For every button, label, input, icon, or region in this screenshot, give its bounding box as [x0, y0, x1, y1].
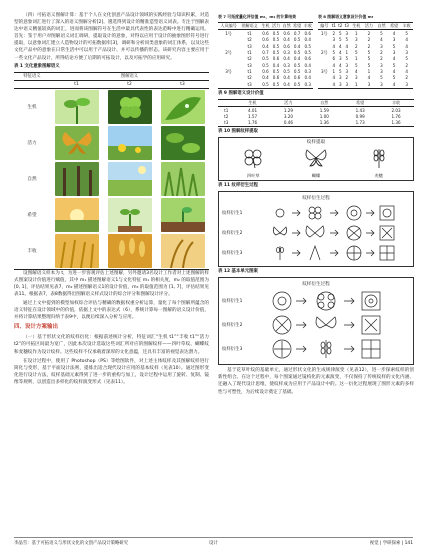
- table-cell: 5: [392, 75, 396, 81]
- table-7: [218, 22, 313, 89]
- table-cell: 2.03: [391, 107, 401, 113]
- table-cell: 4: [392, 69, 396, 75]
- table-cell: 0.5: [272, 43, 280, 49]
- table-cell: 4: [345, 43, 349, 49]
- table-cell: 0.5: [272, 30, 280, 36]
- footer-left: 李晶雪：基于可拓语义与形状文化的文创产品设计策略研究: [14, 541, 129, 546]
- table-cell: 0.5: [262, 56, 269, 62]
- butterfly-photo: [55, 126, 99, 160]
- table-7-block: [218, 12, 313, 89]
- table-cell: 0.5: [293, 69, 301, 75]
- table-9-caption: 表 9 图解语义设计价值: [218, 90, 264, 96]
- table-cell: 3号: [225, 69, 232, 75]
- table-cell: 5: [355, 62, 358, 68]
- table-row: [14, 197, 209, 233]
- table-cell: 4: [332, 62, 336, 68]
- table-cell: 2号: [320, 49, 328, 55]
- table-header-cell: 丰收: [400, 23, 413, 30]
- table-cell: 0.5: [304, 43, 311, 49]
- table-7-caption: 表 7 可拓度量化评估值 m₁，m₂ 的计算结果: [218, 14, 296, 19]
- table-11-title: 纹样衍生过程: [302, 196, 330, 202]
- four-leaf-clover-outline-icon: [240, 147, 266, 169]
- pattern-label: 蝴蝶: [311, 173, 321, 179]
- table-cell: 2: [405, 75, 408, 81]
- table-header-cell: 自然: [282, 23, 291, 29]
- table-cell: 3: [392, 37, 396, 43]
- table-header-cell: 丰收: [303, 23, 312, 29]
- table-cell: 0.5: [272, 37, 280, 43]
- pattern-row-label: 纹样衍生2: [222, 231, 243, 237]
- table-cell: 3: [380, 43, 383, 49]
- table-cell: 0.6: [262, 69, 269, 75]
- wheat-derivation-icon: [270, 244, 400, 262]
- table-cell: 0.4: [283, 75, 290, 81]
- table-12: [218, 277, 414, 365]
- table-cell: 3: [345, 62, 349, 68]
- intro-paragraph-3: 通过上文中提到的模型加权综合评估与精确的数据权重分析运算，量化了每个图解所蕴含的语义特征在设计领域中的价值，依据上文中的表达式（6），系统计算每一图解的语义设计价值，并将计算结果整理归纳于表9中，以便后续深入分析与应用。: [14, 301, 209, 321]
- pattern-wheat: [366, 147, 392, 179]
- table-cell: 3: [367, 81, 371, 87]
- table-cell: 1: [355, 56, 358, 62]
- page-footer: [14, 537, 413, 546]
- table-row: [14, 161, 209, 197]
- table-header-cell: 希望: [293, 23, 302, 29]
- table-cell: 0.7: [262, 49, 269, 55]
- table-8-block: [318, 12, 413, 89]
- row-label: 自然: [27, 176, 37, 182]
- table-cell: 3: [332, 37, 336, 43]
- table-header-cell: 活力: [271, 23, 281, 29]
- table-cell: 4: [405, 37, 408, 43]
- table-cell: 4: [380, 37, 383, 43]
- table-cell: 0.5: [283, 69, 290, 75]
- table-cell: 3: [380, 81, 383, 87]
- table-cell: 0.4: [293, 56, 301, 62]
- table-cell: 0.5: [272, 69, 280, 75]
- pattern-row-label: 纹样衍生1: [222, 299, 243, 305]
- table-cell: 3: [345, 30, 349, 36]
- table-cell: 5: [345, 56, 349, 62]
- table-row: [318, 81, 413, 88]
- table-cell: 0.99: [355, 113, 365, 119]
- pattern-butterfly: [303, 147, 329, 179]
- row-label: 生机: [27, 104, 37, 110]
- pattern-row: [222, 243, 410, 263]
- table-subheader-t1: t1: [50, 80, 103, 88]
- table-cell: 3.20: [283, 113, 293, 119]
- table-cell: 4: [405, 69, 408, 75]
- table-cell: 3: [380, 62, 383, 68]
- table-cell: 5: [339, 37, 342, 43]
- table-cell: 1.57: [247, 113, 258, 119]
- table-cell: 5: [339, 30, 342, 36]
- table-subheader-t3: t3: [156, 80, 209, 88]
- table-cell: 0.6: [262, 30, 269, 36]
- table-cell: 3: [339, 56, 342, 62]
- table-cell: 4: [367, 75, 371, 81]
- table-cell: t2: [224, 113, 229, 119]
- table-cell: 0.4: [262, 43, 269, 49]
- pattern-row-label: 纹样衍生3: [222, 347, 243, 353]
- table-cell: 0.5: [272, 81, 280, 87]
- table-header-feature: 特征语义: [14, 72, 50, 80]
- table-cell: 0.5: [262, 81, 269, 87]
- table-cell: 3: [405, 49, 408, 55]
- table-cell: 0.4: [304, 62, 311, 68]
- table-cell: 0.4: [293, 43, 301, 49]
- table-cell: 0.6: [304, 30, 311, 36]
- table-cell: 1.29: [283, 107, 293, 113]
- table-cell: 5: [332, 49, 336, 55]
- table-cell: 0.5: [293, 81, 301, 87]
- table-cell: t2: [247, 37, 252, 43]
- left-column: [14, 12, 209, 388]
- footer-center: 设计: [209, 541, 218, 546]
- four-leaf-clover-photo: [108, 90, 152, 124]
- table-cell: 0.4: [283, 56, 290, 62]
- table-row: [318, 30, 413, 37]
- table-cell: 0.3: [304, 69, 311, 75]
- table-cell: [218, 81, 239, 88]
- table-cell: 0.5: [272, 49, 280, 55]
- table-cell: 5: [345, 37, 349, 43]
- table-header-cell: 活力: [363, 23, 376, 30]
- right-column: [218, 12, 414, 398]
- table-cell: t1: [247, 30, 252, 36]
- table-cell: 0.46: [283, 120, 293, 126]
- butterfly-outline-icon: [303, 147, 329, 169]
- table-cell: 3: [339, 75, 342, 81]
- table-cell: 0.3: [283, 62, 290, 68]
- table-10-header: 纹样提取: [306, 140, 326, 146]
- table-cell: 0.5: [293, 37, 301, 43]
- table-header-cell: 自然: [375, 23, 388, 30]
- table-header-cell: 人员编号: [218, 23, 239, 30]
- table-cell: 2: [380, 56, 383, 62]
- row-label: 希望: [27, 212, 37, 218]
- table-cell: 1.36: [319, 120, 329, 126]
- table-cell: t2: [247, 56, 252, 62]
- grass-photo: [161, 162, 205, 196]
- table-cell: 2: [367, 37, 371, 43]
- pattern-label: 四叶草: [247, 173, 260, 179]
- table-12-caption: 表 12 基本单元图案: [218, 269, 258, 275]
- table-11: [218, 191, 414, 267]
- table-cell: 5: [355, 49, 358, 55]
- table-cell: 2: [367, 43, 371, 49]
- seedling-hand-photo: [108, 198, 152, 232]
- green-foliage-photo: [161, 126, 205, 160]
- table-cell: 1.43: [355, 107, 365, 113]
- table-cell: 0.6: [283, 30, 290, 36]
- table-cell: 3号: [320, 69, 328, 75]
- table-cell: 4: [392, 81, 396, 87]
- table-cell: 0.5: [293, 62, 301, 68]
- table-11-caption: 表 11 纹样衍生过程: [218, 183, 258, 189]
- table-cell: 1.76: [247, 120, 258, 126]
- table-cell: t1: [224, 107, 229, 113]
- table-cell: 2: [345, 75, 349, 81]
- table-cell: 5: [367, 49, 371, 55]
- table-cell: 0.4: [304, 75, 311, 81]
- table-header-illustration: 图解语义: [50, 72, 209, 80]
- table-subheader-empty: [14, 80, 50, 88]
- table-cell: 1.00: [319, 113, 329, 119]
- row-label: 活力: [27, 140, 37, 146]
- table-row: [218, 30, 313, 37]
- table-cell: t3: [247, 81, 252, 87]
- table-cell: 5: [380, 30, 383, 36]
- pattern-label: 麦穗: [374, 173, 383, 179]
- table-cell: 0.5: [293, 49, 301, 55]
- table-cell: 0.4: [283, 37, 290, 43]
- pattern-row-label: 纹样衍生3: [222, 251, 243, 257]
- table-cell: 0.4: [304, 37, 311, 43]
- clover-unit-pattern-icon: [270, 290, 400, 312]
- table-12-title: 纹样衍生过程: [302, 282, 330, 288]
- table-row: [218, 107, 414, 114]
- table-cell: 1: [355, 81, 358, 87]
- pattern-row: [222, 203, 410, 223]
- table-cell: 0.4: [272, 62, 280, 68]
- table-cell: 4: [392, 56, 396, 62]
- table-cell: 3: [405, 81, 408, 87]
- table-cell: 3: [380, 69, 383, 75]
- table-cell: 0.4: [283, 81, 290, 87]
- table-cell: t3: [247, 62, 252, 68]
- table-cell: 0.3: [283, 49, 290, 55]
- table-cell: 3: [345, 81, 349, 87]
- table-subheader-t2: t2: [103, 80, 156, 88]
- butterfly-derivation-icon: [270, 224, 400, 242]
- table-cell: 4: [405, 43, 408, 49]
- table-cell: 3: [355, 75, 358, 81]
- table-row: [14, 125, 209, 161]
- table-cell: 4: [339, 62, 342, 68]
- table-cell: [318, 81, 331, 88]
- table-10: [218, 137, 414, 181]
- right-paragraph: 基于花草叶纹的基础单元，通过形状文化的生成规律演变（见表12），进一步探索纹样的创新性组合。在这个过程中，每个图案通过镜构化的元素演变，不仅保持了传统纹样的文化内涵，还融入了现代设计思维，使纹样成为应用于产品设计中的。这一衍化过程展现了图形元素的多样性与可塑性，为后续设计奠定了基础。: [218, 368, 414, 395]
- table-cell: 1.59: [319, 107, 329, 113]
- section-heading: 四、设计方案输出: [14, 324, 59, 331]
- table-cell: 5: [367, 62, 371, 68]
- table-cell: 5: [405, 30, 408, 36]
- forest-photo: [55, 162, 99, 196]
- table-cell: 2: [380, 49, 383, 55]
- pattern-row-label: 纹样衍生1: [222, 211, 243, 217]
- table-header-cell: t1: [331, 23, 336, 29]
- pattern-row-label: 纹样衍生2: [222, 323, 243, 329]
- table-header-cell: 活力: [270, 99, 306, 106]
- table-cell: 0.5: [262, 62, 269, 68]
- table-cell: 0.4: [262, 75, 269, 81]
- table-header-cell: 丰收: [378, 99, 414, 106]
- table-header-cell: 自然: [306, 99, 342, 106]
- table-header-cell: 生机: [350, 23, 363, 30]
- table-cell: 5: [392, 62, 396, 68]
- table-cell: 4: [332, 43, 336, 49]
- clover-derivation-icon: [270, 204, 400, 222]
- table-cell: 1.73: [355, 120, 365, 126]
- row-label: 丰收: [14, 233, 50, 270]
- table-cell: 0.5: [304, 49, 311, 55]
- table-cell: 4.01: [247, 107, 258, 113]
- table-8: [318, 22, 413, 89]
- leaf-dew-photo: [161, 90, 205, 124]
- table-cell: t3: [247, 43, 252, 49]
- sunrise-field-photo: [55, 198, 99, 232]
- subsection-paragraph-1: （一）基于形状文化的纹样衍化：根据前述统计分析，特征词汇“生机 t1”“丰收 t1”“活力 t2”的可拓区间最为宽广，因此本次设计选取这些词汇所对应的图解纹样——四叶草纹、蝴蝶纹和麦穗纹作为设计纹样。这些纹样不仅承载着深厚的文化意蕴，还具有丰富的视觉表达潜力。: [14, 335, 209, 355]
- wheat-field-photo: [55, 234, 99, 268]
- table-cell: 1号: [320, 30, 328, 36]
- table-row: [14, 88, 209, 125]
- table-10-caption: 表 10 图解纹样提取: [218, 129, 258, 135]
- table-cell: 4: [339, 43, 342, 49]
- table-cell: 1.76: [391, 113, 401, 119]
- table-cell: t2: [247, 75, 252, 81]
- table-header-cell: t2: [338, 23, 343, 29]
- table-cell: 3: [345, 69, 349, 75]
- table-cell: 4: [332, 81, 336, 87]
- table-cell: t1: [247, 49, 252, 55]
- table-header-cell: t3: [344, 23, 349, 29]
- pattern-row: [222, 289, 410, 313]
- table-cell: 1: [355, 30, 358, 36]
- table-cell: 0.3: [304, 81, 311, 87]
- table-cell: 2: [367, 30, 371, 36]
- sprout-soil-photo: [161, 198, 205, 232]
- subsection-paragraph-2: 在设计过程中，使用了 Photoshop（PS）等绘图软件，对上述主体纹样及其图解纹样进行简化与变形，基于平面设计法则，提炼出适合现代设计应用的基本纹样（见表10）。通过图形变化进行设计方法，纹样基础元素得到了进一步的重构与加工，设计过程中运用了旋转、复制、镜像等规则，以创造出多样化的纹样演变形式（见表11）。: [14, 358, 209, 385]
- table-header-cell: 希望: [388, 23, 401, 30]
- table-cell: 1: [332, 69, 336, 75]
- table-cell: 5: [392, 43, 396, 49]
- table-cell: 6: [332, 56, 336, 62]
- table-header-cell: 编号: [318, 23, 331, 30]
- table-cell: 3: [392, 49, 396, 55]
- table-cell: 0.6: [304, 56, 311, 62]
- pattern-row: [222, 223, 410, 243]
- pattern-row: [222, 313, 410, 337]
- table-cell: 0.6: [262, 37, 269, 43]
- table-cell: 0.6: [272, 56, 280, 62]
- intro-paragraph-2: 设图解语义样本为 t，为进一步客观评估上述图解，另外邀请3名设计工作者对上述图解的样式图案设计价值进行赋值，其中 m₁ 描述图解语义1与文化特征 m₁ 的相关度，m₂ 的取值范围为 [0, 1]，评估结果见表7，m₂ 描述图解语义1的设计价值，m₃ 的取值范围为 [1, 7]，评估结果见表11。根据表7，表8数据得出图解语义样式设计的综合评分和图解设计评分。: [14, 270, 209, 297]
- wheat-unit-pattern-icon: [270, 338, 400, 360]
- table-cell: 1号: [225, 30, 232, 36]
- table-cell: 0.6: [283, 43, 290, 49]
- table-cell: 5: [367, 56, 371, 62]
- table-1-caption: 表 1 文化意象图解语义: [14, 63, 60, 69]
- wheat-ears-photo: [161, 234, 205, 268]
- table-row: [14, 233, 209, 270]
- table-header-cell: 生机: [235, 99, 271, 106]
- table-cell: 5: [380, 75, 383, 81]
- green-sprout-photo: [55, 90, 99, 124]
- table-cell: 1: [345, 49, 349, 55]
- table-cell: 0.7: [293, 30, 301, 36]
- table-cell: 4: [355, 69, 358, 75]
- table-row: [218, 120, 414, 127]
- table-cell: 2: [332, 30, 336, 36]
- butterfly-unit-pattern-icon: [270, 314, 400, 336]
- intro-paragraph-1: （四）可拓语义图解计算：基于个人在文化创意产品设计领域的实践经验与知识积累，对造型的意象词汇进行了深入的语义图解分析[2]，遴选得到设计的精准造型语义词表。专注于图解表达中语义精值较高的词汇，进而将该图解符号在生活中最具代表性的表达范畴中进行精确运用。首先：鉴于用户对图解语义词汇调研，提取设计的意象，对得以应用于设计的抽象图形符号进行提取，以意象词汇建立人造物设计的可拓数据库[3]，调研和分析同类意象的词汇体系，以及这些文化产品中的意象在日常生活中可以用于产品设计、并可以传播的形态。该研究内容主要应用于一些文化产品设计，所得结论方便了后期的可拓设计，以及可拓学的应用研究。: [14, 13, 209, 61]
- dandelion-field-photo: [108, 126, 152, 160]
- table-cell: 4: [392, 30, 396, 36]
- table-cell: 3: [339, 81, 342, 87]
- pattern-row: [222, 337, 410, 361]
- table-cell: 2: [405, 62, 408, 68]
- golden-wheat-photo: [108, 234, 152, 268]
- footer-right: 视觉 | 学研探索 | 141: [369, 541, 413, 546]
- table-cell: 1: [367, 69, 371, 75]
- table-header-cell: 希望: [342, 99, 378, 106]
- table-row: [218, 81, 313, 88]
- table-cell: 3: [355, 37, 358, 43]
- table-cell: t1: [247, 69, 252, 75]
- table-cell: 0.6: [293, 75, 301, 81]
- table-8-caption: 表 8 图解语义意象设计价值 m₃: [318, 14, 374, 19]
- table-cell: 5: [339, 69, 342, 75]
- table-9: [218, 99, 414, 128]
- pattern-clover: [240, 147, 266, 179]
- table-cell: 1.36: [391, 120, 401, 126]
- wheat-outline-icon: [366, 147, 392, 169]
- table-cell: 5: [405, 56, 408, 62]
- meadow-photo: [108, 162, 152, 196]
- table-cell: 0.6: [272, 75, 280, 81]
- semantic-illustration-table: [14, 72, 209, 270]
- table-header-cell: [218, 99, 235, 106]
- table-header-cell: 生机: [261, 23, 270, 29]
- table-header-cell: 图解语义: [239, 23, 260, 30]
- table-cell: 4: [332, 75, 336, 81]
- table-cell: t3: [224, 120, 229, 126]
- table-cell: 4: [339, 49, 342, 55]
- table-cell: 2: [355, 43, 358, 49]
- table-cell: 2号: [225, 49, 232, 55]
